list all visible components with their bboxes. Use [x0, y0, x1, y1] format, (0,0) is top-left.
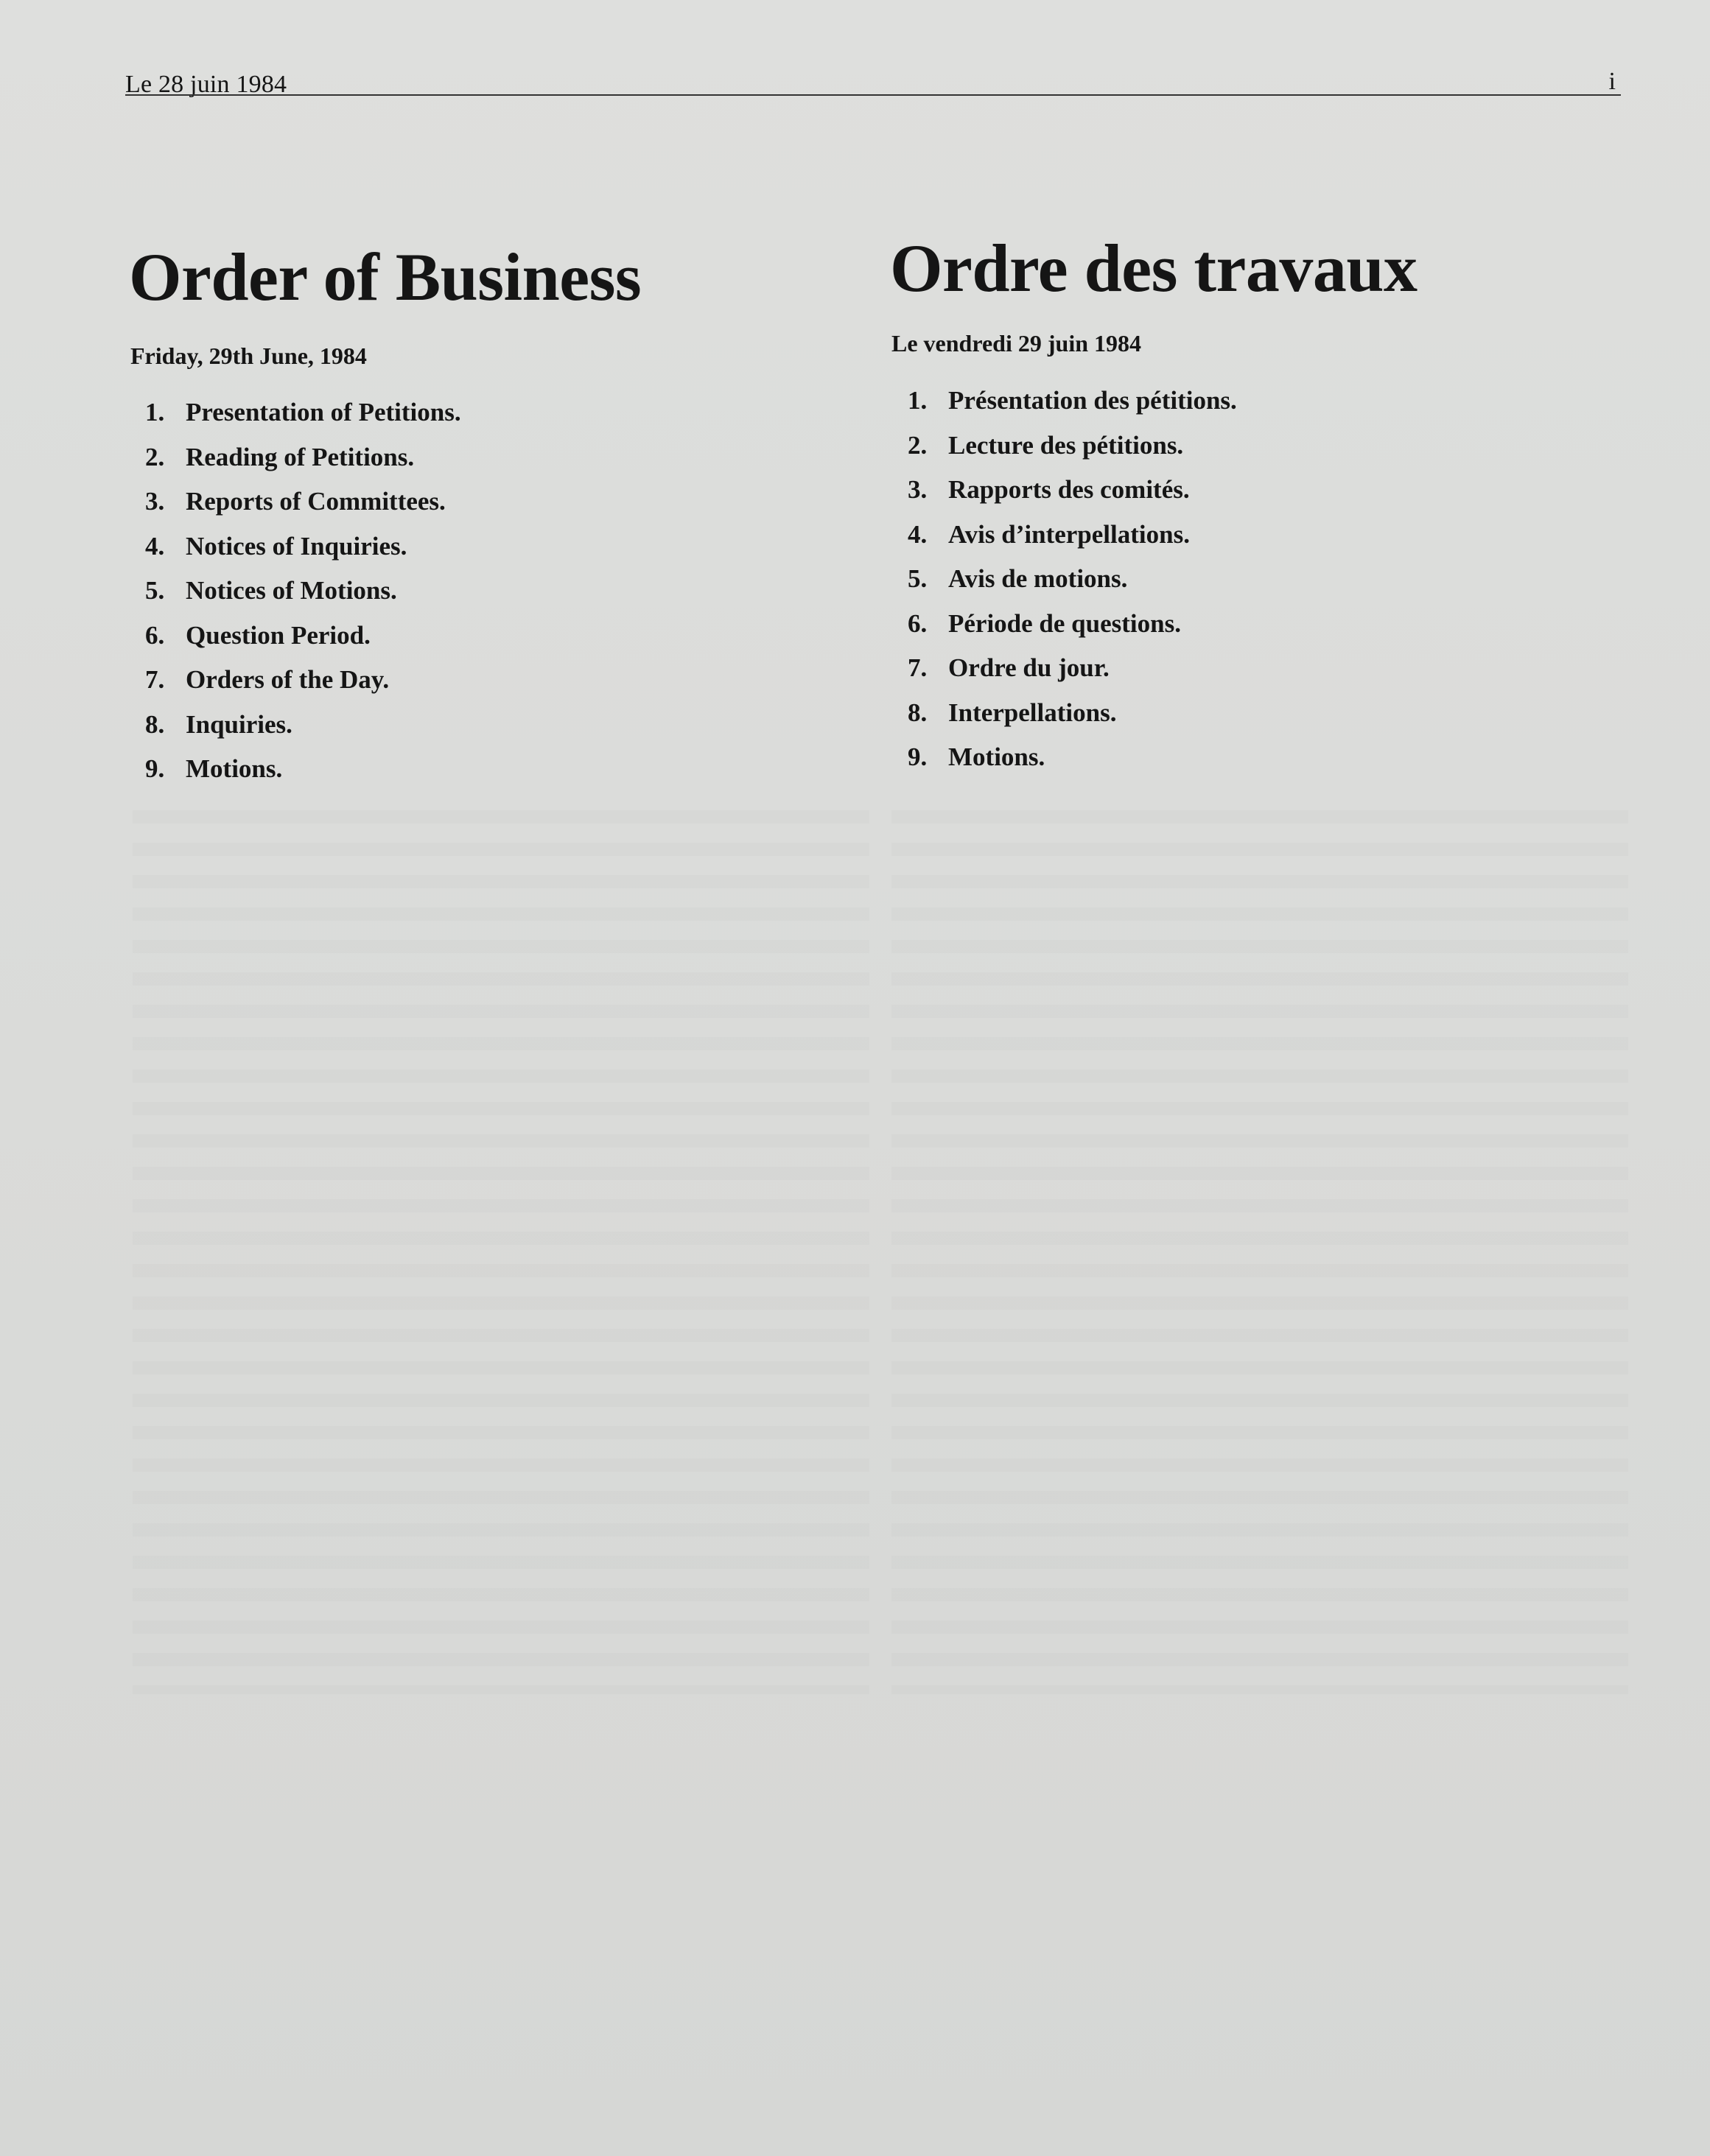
item-label: Reading of Petitions. — [186, 442, 415, 471]
item-number: 9. — [145, 754, 165, 783]
item-label: Présentation des pétitions. — [948, 386, 1237, 415]
item-number: 1. — [145, 398, 165, 426]
item-number: 5. — [908, 564, 928, 593]
item-label: Notices of Inquiries. — [186, 531, 407, 561]
list-item — [145, 569, 461, 614]
item-number: 2. — [145, 442, 165, 471]
english-order-list — [145, 390, 461, 792]
list-item — [145, 703, 461, 748]
item-number: 3. — [908, 475, 928, 504]
bleed-through-texture-right — [891, 810, 1628, 1694]
list-item — [145, 435, 461, 480]
list-item — [145, 658, 461, 703]
french-title: Ordre des travaux — [890, 231, 1418, 306]
item-number: 4. — [908, 519, 928, 549]
item-number: 3. — [145, 487, 165, 516]
list-item — [145, 390, 461, 435]
item-number: 6. — [908, 608, 928, 638]
french-column — [890, 231, 1627, 771]
item-label: Avis de motions. — [948, 564, 1128, 593]
item-number: 5. — [145, 576, 165, 605]
item-label: Motions. — [948, 742, 1045, 771]
item-label: Presentation of Petitions. — [186, 398, 461, 426]
running-header — [125, 68, 1617, 102]
item-label: Notices of Motions. — [186, 576, 397, 605]
item-label: Reports of Committees. — [186, 487, 446, 516]
list-item — [145, 614, 461, 659]
item-label: Interpellations. — [948, 698, 1117, 727]
french-date: Le vendredi 29 juin 1984 — [891, 330, 1141, 357]
list-item — [908, 379, 1237, 424]
english-date: Friday, 29th June, 1984 — [130, 343, 367, 369]
item-label: Question Period. — [186, 620, 371, 650]
english-title: Order of Business — [129, 239, 642, 315]
item-number: 4. — [145, 531, 165, 561]
running-header-date: Le 28 juin 1984 — [125, 71, 287, 98]
list-item — [908, 424, 1237, 468]
list-item — [145, 480, 461, 524]
item-number: 1. — [908, 386, 928, 415]
list-item — [908, 557, 1237, 602]
item-number: 8. — [145, 709, 165, 739]
header-rule — [125, 94, 1621, 96]
item-number: 7. — [908, 653, 928, 682]
item-label: Lecture des pétitions. — [948, 430, 1184, 460]
bleed-through-texture — [133, 810, 869, 1694]
item-label: Inquiries. — [186, 709, 292, 739]
list-item — [145, 747, 461, 792]
list-item — [908, 735, 1237, 780]
english-column — [129, 239, 866, 783]
item-label: Ordre du jour. — [948, 653, 1110, 682]
item-label: Avis d’interpellations. — [948, 519, 1190, 549]
item-number: 7. — [145, 665, 165, 694]
list-item — [908, 468, 1237, 513]
item-number: 2. — [908, 430, 928, 460]
list-item — [908, 513, 1237, 558]
list-item — [145, 524, 461, 569]
french-order-list — [908, 379, 1237, 780]
page-number: i — [1608, 68, 1616, 95]
item-number: 8. — [908, 698, 928, 727]
item-number: 9. — [908, 742, 928, 771]
list-item — [908, 691, 1237, 736]
item-label: Motions. — [186, 754, 283, 783]
list-item — [908, 646, 1237, 691]
item-number: 6. — [145, 620, 165, 650]
item-label: Période de questions. — [948, 608, 1181, 638]
item-label: Rapports des comités. — [948, 475, 1190, 504]
item-label: Orders of the Day. — [186, 665, 390, 694]
list-item — [908, 602, 1237, 647]
